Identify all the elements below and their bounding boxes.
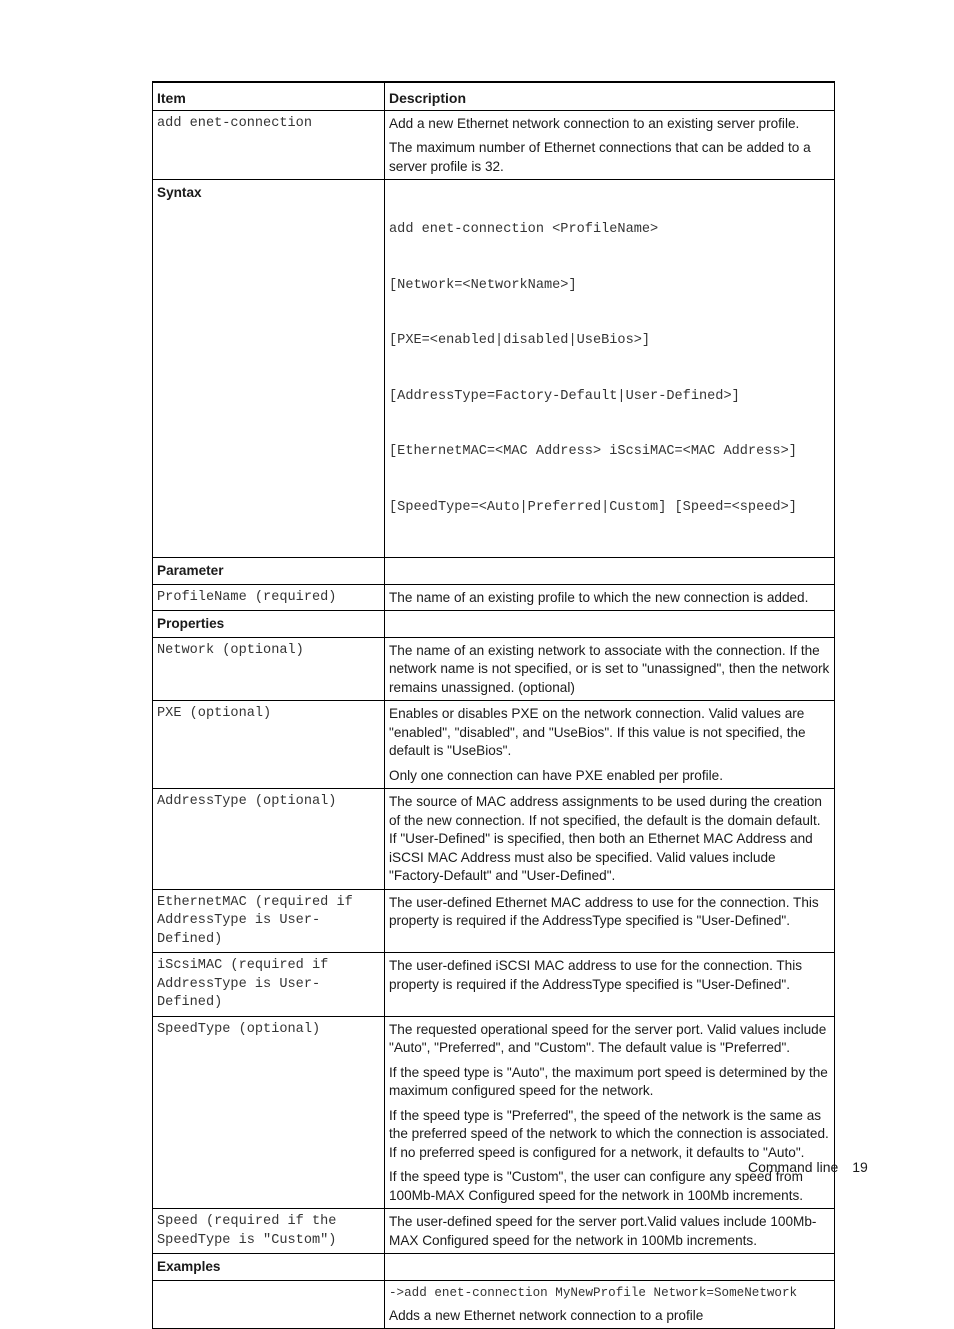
table-row-speedtype <box>153 1016 835 1209</box>
description-paragraph: Only one connection can have PXE enabled per profile. <box>389 767 724 783</box>
prop-speedtype-description <box>385 1016 835 1209</box>
empty-cell <box>385 611 835 638</box>
table-row-speed <box>153 1209 835 1254</box>
table-row-network <box>153 637 835 701</box>
description-paragraph: The source of MAC address assignments to be used during the creation of the new connection. If not specified, the default is the domain default. If "User-Defined" is specified, then both an Ethernet MAC Address and iSCSI MAC Address must also be specified. Valid values include "Factory-Default" and "User-Defined". <box>389 794 822 883</box>
example-description: Adds a new Ethernet network connection to a profile <box>389 1307 704 1323</box>
example-cell <box>385 1280 835 1329</box>
description-paragraph: The name of an existing network to associate with the connection. If the network name is not specified, or is set to "unassigned", then the network remains unassigned. (optional) <box>389 642 830 695</box>
syntax-block <box>385 180 835 558</box>
prop-ethernetmac: EthernetMAC (required if AddressType is User-Defined) <box>153 889 385 953</box>
param-profilename-description <box>385 584 835 611</box>
description-paragraph: The user-defined Ethernet MAC address to use for the connection. This property is required if the AddressType specified is "User-Defined". <box>389 894 819 928</box>
prop-pxe-description <box>385 701 835 789</box>
prop-network-description <box>385 637 835 701</box>
table-row-syntax <box>153 180 835 558</box>
header-description: Description <box>385 82 835 110</box>
empty-cell <box>153 1280 385 1329</box>
table-row-profilename <box>153 584 835 611</box>
page-number: 19 <box>852 1159 868 1175</box>
prop-speed: Speed (required if the SpeedType is "Custom") <box>153 1209 385 1254</box>
syntax-line: [Network=<NetworkName>] <box>389 277 577 293</box>
description-paragraph: The user-defined iSCSI MAC address to use for the connection. This property is required if the AddressType specified is "User-Defined". <box>389 958 803 992</box>
command-description <box>385 110 835 180</box>
table-row-examples-section <box>153 1254 835 1281</box>
description-paragraph: Add a new Ethernet network connection to an existing server profile. <box>389 115 800 131</box>
description-paragraph: The user-defined speed for the server port.Valid values include 100Mb-MAX Configured speed for the network in 100Mb increments. <box>389 1214 817 1248</box>
prop-pxe: PXE (optional) <box>153 701 385 789</box>
prop-addresstype-description <box>385 789 835 890</box>
table-row-example <box>153 1280 835 1329</box>
header-item: Item <box>153 82 385 110</box>
description-paragraph: If the speed type is "Preferred", the speed of the network is the same as the preferred speed of the network to which the connection is associated. If no preferred speed is configured for a network, it defaults to "Auto". <box>389 1107 829 1160</box>
description-paragraph: If the speed type is "Auto", the maximum port speed is determined by the maximum configured speed for the network. <box>389 1064 828 1098</box>
prop-network: Network (optional) <box>153 637 385 701</box>
description-paragraph: The requested operational speed for the server port. Valid values include "Auto", "Preferred", and "Custom". The default value is "Preferred". <box>389 1021 827 1055</box>
table-row-properties-section <box>153 611 835 638</box>
command-reference-table <box>152 81 835 1329</box>
syntax-line: [SpeedType=<Auto|Preferred|Custom] [Speed=<speed>] <box>389 499 797 515</box>
syntax-line: [AddressType=Factory-Default|User-Defined>] <box>389 388 740 404</box>
syntax-line: [PXE=<enabled|disabled|UseBios>] <box>389 333 651 348</box>
prop-iscsimac-description <box>385 953 835 1017</box>
table-row-ethernetmac <box>153 889 835 953</box>
syntax-line: add enet-connection <ProfileName> <box>389 222 659 237</box>
description-paragraph: The maximum number of Ethernet connections that can be added to a server profile is 32. <box>389 140 811 174</box>
table-row-iscsimac <box>153 953 835 1017</box>
prop-speed-description <box>385 1209 835 1254</box>
prop-speedtype: SpeedType (optional) <box>153 1016 385 1209</box>
prop-ethernetmac-description <box>385 889 835 953</box>
table-row-command <box>153 110 835 180</box>
prop-iscsimac: iScsiMAC (required if AddressType is User-Defined) <box>153 953 385 1017</box>
footer-section-title: Command line <box>748 1159 839 1175</box>
table-row-parameter-section <box>153 558 835 585</box>
table-row-pxe <box>153 701 835 789</box>
syntax-line: [EthernetMAC=<MAC Address> iScsiMAC=<MAC Address>] <box>389 444 797 459</box>
page-footer <box>748 1159 868 1175</box>
description-paragraph: The name of an existing profile to which the new connection is added. <box>389 589 809 605</box>
table-row-addresstype <box>153 789 835 890</box>
param-profilename: ProfileName (required) <box>153 584 385 611</box>
syntax-label: Syntax <box>153 180 385 558</box>
examples-section-label: Examples <box>153 1254 385 1281</box>
table-header-row <box>153 82 835 110</box>
example-code: ->add enet-connection MyNewProfile Network=SomeNetwork <box>389 1285 798 1300</box>
command-name: add enet-connection <box>153 110 385 180</box>
description-paragraph: Enables or disables PXE on the network connection. Valid values are "enabled", "disabled", and "UseBios". If this value is not specified, the default is "UseBios". <box>389 706 806 758</box>
empty-cell <box>385 558 835 585</box>
prop-addresstype: AddressType (optional) <box>153 789 385 890</box>
empty-cell <box>385 1254 835 1281</box>
parameter-section-label: Parameter <box>153 558 385 585</box>
description-paragraph: If the speed type is "Custom", the user can configure any speed from 100Mb-MAX Configured speed for the network in 100Mb increments. <box>389 1169 804 1203</box>
properties-section-label: Properties <box>153 611 385 638</box>
